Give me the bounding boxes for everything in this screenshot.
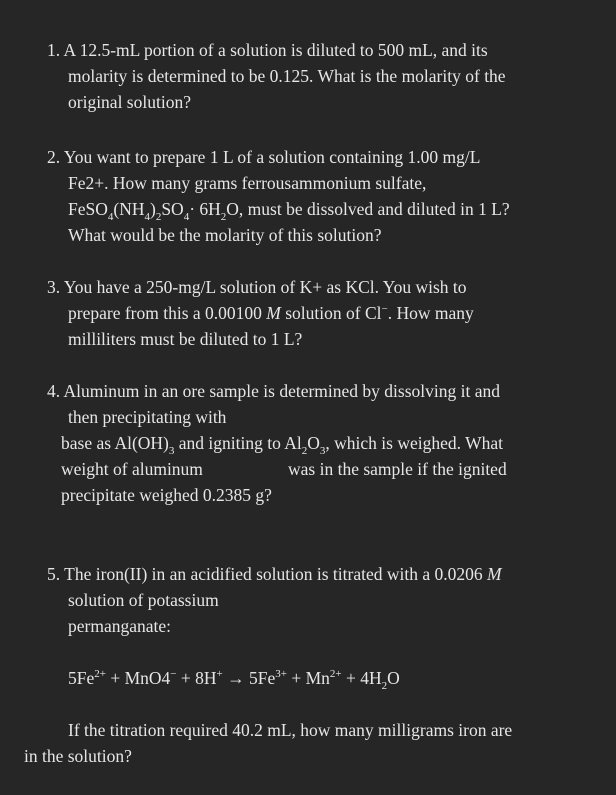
q3-line-3: milliliters must be diluted to 1 L?: [68, 329, 303, 349]
q2-line-3: $FeSO_4(NH_4)_2SO_4\cdot 6H_2O$, must be dissolved and diluted in 1 L?: [68, 199, 510, 223]
q2-line-2: Fe2+. How many grams ferrousammonium sulfate,: [68, 173, 427, 193]
q5-line-2: solution of potassium: [68, 590, 219, 610]
q3-line-2: prepare from this a 0.00100 M solution of Cl−. How many: [68, 303, 474, 323]
q1-line-2: molarity is determined to be 0.125. What is the molarity of the: [68, 66, 506, 86]
q4-line-2: then precipitating with: [68, 407, 227, 427]
q1-line-1: 1. A 12.5-mL portion of a solution is diluted to 500 mL, and its: [47, 40, 488, 60]
q2-line-1: 2. You want to prepare 1 L of a solution containing 1.00 mg/L: [47, 147, 481, 167]
q5-equation: $5Fe^{2+} + MnO4^- + 8H^+ \to 5Fe^{3+} + Mn^{2+} + 4H_2O$: [68, 668, 400, 692]
q3-line-1: 3. You have a 250-mg/L solution of K+ as KCl. You wish to: [47, 277, 467, 297]
q4-line-3: base as $Al(OH)_3$ and igniting to $Al_2O_3$, which is weighed. What: [61, 433, 503, 457]
q5-line-1: 5. The iron(II) in an acidified solution is titrated with a 0.0206 M: [47, 564, 502, 584]
q1-line-3: original solution?: [68, 92, 191, 112]
q4-line-4a: weight of aluminum: [61, 459, 203, 479]
q2-line-4: What would be the molarity of this solution?: [68, 225, 382, 245]
q5-line-3: permanganate:: [68, 616, 172, 636]
q4-line-5: precipitate weighed 0.2385 g?: [61, 485, 272, 505]
q4-line-4b: was in the sample if the ignited: [288, 459, 507, 479]
q5-line-4: If the titration required 40.2 mL, how many milligrams iron are: [68, 720, 513, 740]
q5-line-5: in the solution?: [24, 746, 132, 766]
q4-line-1: 4. Aluminum in an ore sample is determined by dissolving it and: [47, 381, 501, 401]
